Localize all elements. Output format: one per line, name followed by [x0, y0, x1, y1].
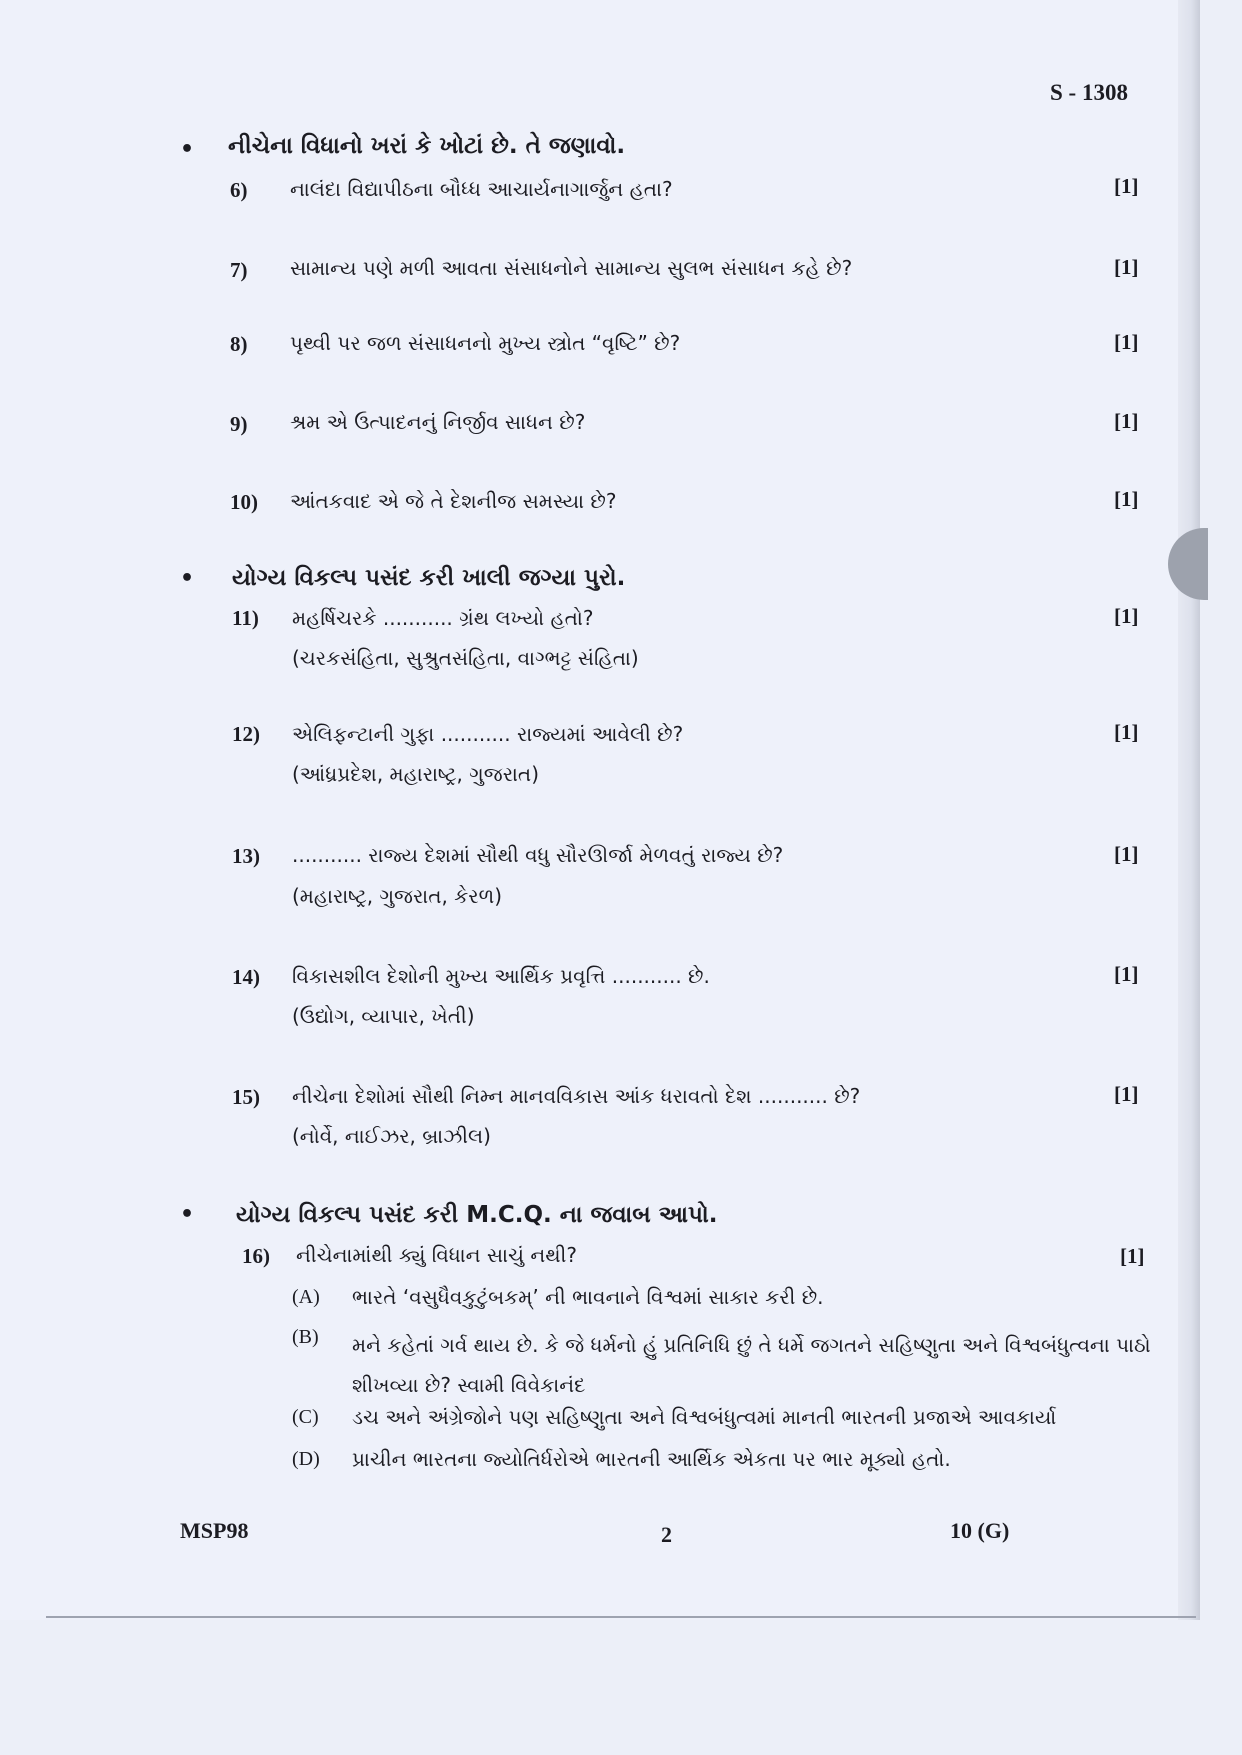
section-title-fill-blanks: યોગ્ય વિકલ્પ પસંદ કરી ખાલી જગ્યા પુરો.: [232, 565, 626, 591]
question-text: નીચેના દેશોમાં સૌથી નિમ્ન માનવવિકાસ આંક ધરાવતો દેશ ........... છે?: [292, 1084, 861, 1108]
question-marks: [1]: [1114, 842, 1139, 866]
question-number: 12): [232, 722, 260, 746]
question-marks: [1]: [1114, 409, 1139, 433]
mcq-option-label: (A): [292, 1286, 320, 1308]
question-number: 14): [232, 965, 260, 989]
mcq-option-text: મને કહેતાં ગર્વ થાય છે. કે જે ધર્મનો હું પ્રતિનિધિ છું તે ધર્મે જગતને સહિષ્ણુતા અને વિશ્વબંધુત્વના પાઠો શીખવ્યા છે? સ્વામી વિવેકાનંદ: [352, 1333, 1151, 1397]
section-bullet: •: [180, 566, 195, 591]
mcq-option-text: ભારતે ‘વસુધૈવકુટુંબકમ્’ ની ભાવનાને વિશ્વમાં સાકાર કરી છે.: [352, 1285, 824, 1309]
question-number: 7): [230, 258, 248, 282]
footer-subject-code: 10 (G): [950, 1518, 1010, 1543]
mcq-option-label: (D): [292, 1448, 320, 1470]
question-options: (આંધ્રપ્રદેશ, મહારાષ્ટ્ર, ગુજરાત): [292, 762, 539, 786]
question-marks: [1]: [1114, 962, 1139, 986]
question-text: શ્રમ એ ઉત્પાદનનું નિર્જીવ સાધન છે?: [290, 410, 586, 434]
question-number: 15): [232, 1085, 260, 1109]
page-number: 2: [661, 1522, 672, 1547]
question-options: (નોર્વે, નાઈઝર, બ્રાઝીલ): [292, 1124, 491, 1148]
question-marks: [1]: [1114, 255, 1139, 279]
question-text: ........... રાજ્ય દેશમાં સૌથી વધુ સૌરઊર્જા મેળવતું રાજ્ય છે?: [292, 843, 784, 867]
page-edge-shadow: [1178, 0, 1200, 1620]
question-marks: [1]: [1114, 720, 1139, 744]
question-text: નીચેનામાંથી ક્યું વિધાન સાચું નથી?: [296, 1243, 577, 1267]
mcq-option-label: (C): [292, 1406, 319, 1428]
question-number: 10): [230, 490, 258, 514]
question-options: (ચરકસંહિતા, સુશ્રુતસંહિતા, વાગ્ભટ્ટ સંહિતા): [292, 646, 639, 670]
question-marks: [1]: [1114, 330, 1139, 354]
question-text: એલિફન્ટાની ગુફા ........... રાજ્યમાં આવેલી છે?: [292, 722, 684, 746]
question-text: આંતકવાદ એ જે તે દેશનીજ સમસ્યા છે?: [290, 489, 617, 513]
question-marks: [1]: [1114, 1082, 1139, 1106]
section-bullet: •: [180, 137, 195, 162]
question-number: 16): [242, 1244, 270, 1268]
question-number: 8): [230, 332, 248, 356]
section-bullet: •: [180, 1202, 195, 1227]
section-title-true-false: નીચેના વિધાનો ખરાં કે ખોટાં છે. તે જણાવો.: [228, 133, 626, 159]
question-number: 13): [232, 844, 260, 868]
question-number: 9): [230, 412, 248, 436]
question-options: (મહારાષ્ટ્ર, ગુજરાત, કેરળ): [292, 884, 503, 908]
question-marks: [1]: [1120, 1244, 1145, 1268]
question-text: પૃથ્વી પર જળ સંસાધનનો મુખ્ય સ્ત્રોત “વૃષ્ટિ” છે?: [290, 331, 681, 355]
question-text: મહર્ષિચરકે ........... ગ્રંથ લખ્યો હતો?: [292, 606, 594, 630]
punch-hole: [1168, 528, 1208, 600]
question-text: વિકાસશીલ દેશોની મુખ્ય આર્થિક પ્રવૃત્તિ ........... છે.: [292, 964, 710, 988]
question-text: નાલંદા વિદ્યાપીઠના બૌધ્ધ આચાર્યનાગાર્જુન હતા?: [290, 177, 673, 201]
bottom-rule: [46, 1616, 1196, 1618]
mcq-option-label: (B): [292, 1326, 319, 1348]
question-text: સામાન્ય પણે મળી આવતા સંસાધનોને સામાન્ય સુલભ સંસાધન કહે છે?: [290, 256, 853, 280]
question-options: (ઉદ્યોગ, વ્યાપાર, ખેતી): [292, 1004, 475, 1028]
question-marks: [1]: [1114, 487, 1139, 511]
question-number: 6): [230, 178, 248, 202]
paper-code: S - 1308: [1050, 80, 1128, 105]
question-marks: [1]: [1114, 604, 1139, 628]
question-number: 11): [232, 606, 259, 630]
mcq-option-text: ડચ અને અંગ્રેજોને પણ સહિષ્ણુતા અને વિશ્વબંધુત્વમાં માનતી ભારતની પ્રજાએ આવકાર્યા: [352, 1405, 1057, 1429]
mcq-option-text: પ્રાચીન ભારતના જ્યોતિર્ધરોએ ભારતની આર્થિક એકતા પર ભાર મૂક્યો હતો.: [352, 1447, 951, 1471]
section-title-mcq: યોગ્ય વિકલ્પ પસંદ કરી M.C.Q. ના જવાબ આપો.: [236, 1202, 718, 1228]
footer-code: MSP98: [180, 1518, 249, 1543]
question-marks: [1]: [1114, 174, 1139, 198]
